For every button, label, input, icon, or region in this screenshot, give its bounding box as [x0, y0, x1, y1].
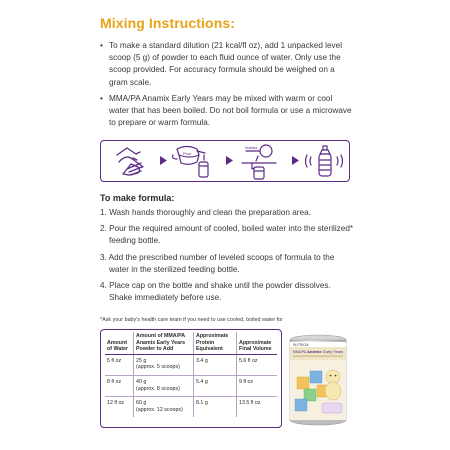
- mixing-table-box: [100, 329, 282, 428]
- mixing-instructions-title: Mixing Instructions:: [100, 15, 235, 31]
- mixing-bullets: [100, 40, 352, 133]
- can-name-prefix: MMA/PA: [293, 350, 307, 354]
- make-formula-step: 2. Pour the required amount of cooled, boiled water into the sterilized* feeding bottle.: [100, 224, 354, 246]
- water-cell: 5 fl oz: [105, 354, 134, 375]
- pour-water-icon: [167, 141, 223, 181]
- can-name-rest: Early Years: [323, 349, 344, 354]
- make-formula-step: 1. Wash hands thoroughly and clean the preparation area.: [100, 208, 311, 217]
- mixing-bullet: • To make a standard dilution (21 kcal/fl oz), add 1 unpacked level scoop (5 g) of powder to each fluid ounce of water. Only use the scoop provided. For accuracy formula should be weighed on a gram scale.: [100, 40, 352, 89]
- water-cell: 12 fl oz: [105, 397, 134, 418]
- make-formula-title: To make formula:: [100, 193, 175, 203]
- mixing-bullet: • MMA/PA Anamix Early Years may be mixed with warm or cool water that has been boiled. Do not boil formula or use a microwave to prepare or warm formula.: [100, 93, 352, 130]
- scoop-text: Nutricia: [245, 146, 258, 150]
- can-name-bold: Anamix: [307, 349, 322, 354]
- protein-cell: 3.4 g: [194, 354, 237, 375]
- volume-cell: 5.6 fl oz: [237, 354, 278, 375]
- protein-cell: 8.1 g: [194, 397, 237, 418]
- make-formula-step: 3. Add the prescribed number of leveled scoops of formula to the water in the sterilized feeding bottle.: [100, 252, 335, 274]
- preparation-steps-strip: [100, 140, 350, 182]
- column-header: Amount of Water: [105, 332, 134, 354]
- protein-cell: 5.4 g: [194, 375, 237, 396]
- table-row: [105, 397, 277, 418]
- svg-text:Pour: Pour: [183, 151, 192, 156]
- table-row: [105, 354, 277, 375]
- wash-hands-icon: [103, 141, 159, 181]
- powder-cell: 60 g (approx. 12 scoops): [134, 397, 194, 418]
- volume-cell: 13.5 fl oz: [239, 400, 261, 407]
- water-cell: 8 fl oz: [105, 375, 134, 396]
- mixing-table: [105, 332, 277, 417]
- column-header: Approximate Protein Equivalent: [194, 332, 237, 354]
- add-scoop-icon: [232, 141, 288, 181]
- volume-cell: 9 fl oz: [237, 375, 278, 396]
- make-formula-step: 4. Place cap on the bottle and shake until the powder dissolves. Shake immediately before use.: [100, 281, 331, 303]
- powder-cell: 40 g (approx. 8 scoops): [134, 375, 194, 396]
- table-header-row: [105, 332, 277, 354]
- shake-bottle-icon: [297, 141, 353, 181]
- product-can-image: [287, 333, 349, 427]
- table-row: [105, 375, 277, 396]
- column-header: Approximate Final Volume: [237, 332, 278, 354]
- can-brand: NUTRICIA: [293, 343, 309, 347]
- column-header: Amount of MMA/PA Anamix Early Years Powder to Add: [134, 332, 194, 354]
- powder-cell: 25 g (approx. 5 scoops): [134, 354, 194, 375]
- footnote: *Ask your baby's health care team if you need to use cooled, boiled water for: [100, 317, 283, 323]
- make-formula-steps: [100, 207, 355, 309]
